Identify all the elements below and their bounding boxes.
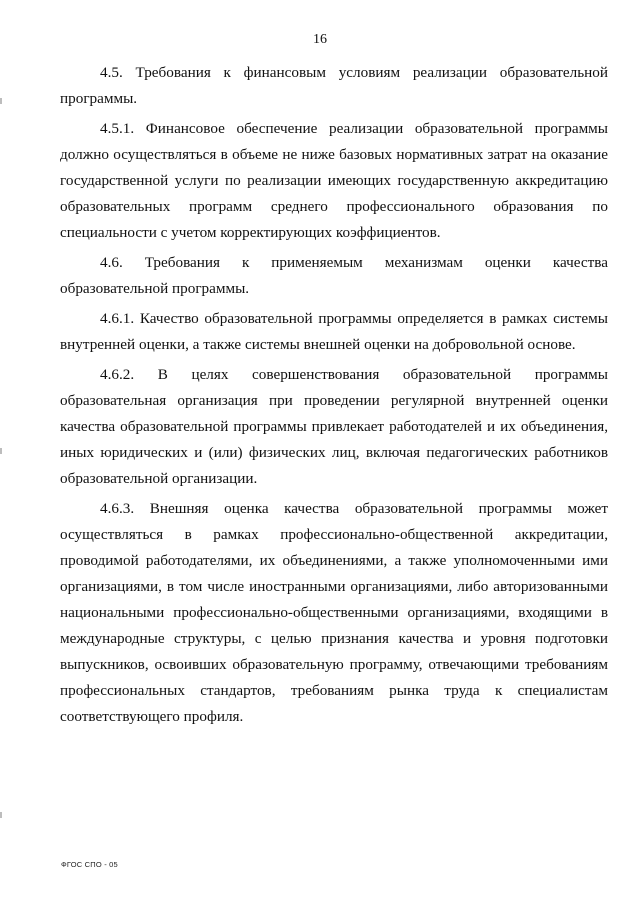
document-body <box>60 60 608 734</box>
document-footer: ФГОС СПО - 05 <box>61 860 118 869</box>
paragraph-4-6: 4.6. Требования к применяемым механизмам оценки качества образовательной программы. <box>60 254 608 297</box>
paragraph-4-5-1: 4.5.1. Финансовое обеспечение реализации образовательной программы должно осуществляться в объеме не ниже базовых нормативных затрат на оказание государственной услуги по реализации имеющих государственную аккредитацию образовательных программ среднего профессионального образования по специальности с учетом корректирующих коэффициентов. <box>60 120 608 241</box>
paragraph-4-6-2: 4.6.2. В целях совершенствования образовательной программы образовательная организация при проведении регулярной внутренней оценки качества образовательной программы привлекает работодателей и их объединения, иных юридических и (или) физических лиц, включая педагогических работников образовательной организации. <box>60 366 608 487</box>
scan-edge-mark <box>0 448 2 454</box>
scan-edge-mark <box>0 812 2 818</box>
paragraph-4-6-1: 4.6.1. Качество образовательной программы определяется в рамках системы внутренней оценки, а также системы внешней оценки на добровольной основе. <box>60 310 608 353</box>
scan-edge-mark <box>0 98 2 104</box>
paragraph-4-5: 4.5. Требования к финансовым условиям реализации образовательной программы. <box>60 64 608 107</box>
paragraph-4-6-3: 4.6.3. Внешняя оценка качества образовательной программы может осуществляться в рамках профессионально-общественной аккредитации, проводимой работодателями, их объединениями, а также уполномоченными ими организациями, в том числе иностранными организациями, либо авторизованными национальными профессионально-общественными организациями, входящими в международные структуры, с целью признания качества и уровня подготовки выпускников, освоивших образовательную программу, отвечающими требованиям профессиональных стандартов, требованиям рынка труда к специалистам соответствующего профиля. <box>60 500 608 725</box>
page-number: 16 <box>313 32 327 47</box>
